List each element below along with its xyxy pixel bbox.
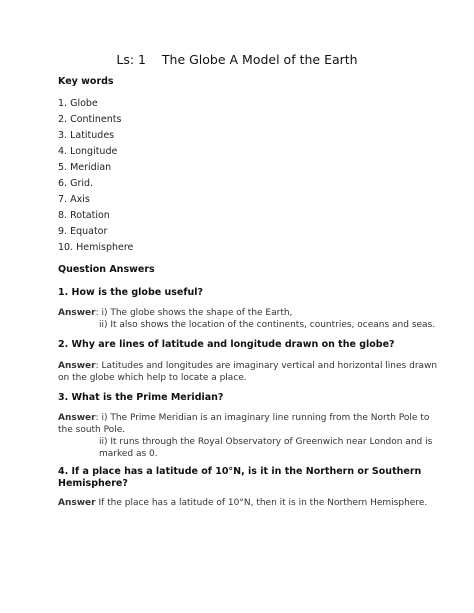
answer-2-line-1 [58, 360, 437, 372]
question-3: 3. What is the Prime Meridian? [58, 392, 224, 403]
question-2: 2. Why are lines of latitude and longitude drawn on the globe? [58, 339, 395, 350]
keyword-item: 7. Axis [58, 194, 90, 205]
keyword-item: 5. Meridian [58, 162, 112, 173]
keyword-item: 4. Longitude [58, 146, 118, 157]
answer-1-line-1 [58, 307, 292, 319]
keyword-item: 1. Globe [58, 98, 98, 109]
answer-label: Answer [58, 498, 96, 508]
answer-text: : Latitudes and longitudes are imaginary vertical and horizontal lines drawn [95, 361, 438, 371]
answer-3-line-4: marked as 0. [99, 449, 158, 459]
keywords-heading: Key words [58, 76, 114, 87]
keyword-item: 10. Hemisphere [58, 242, 134, 253]
answer-label: Answer [58, 308, 96, 318]
page-title: Ls: 1 The Globe A Model of the Earth [116, 52, 358, 67]
answer-3-line-1 [58, 412, 429, 424]
keyword-item: 9. Equator [58, 226, 108, 237]
keyword-item: 3. Latitudes [58, 130, 115, 141]
question-1: 1. How is the globe useful? [58, 287, 204, 298]
question-4: 4. If a place has a latitude of 10°N, is it in the Northern or Southern Hemisphere? [58, 466, 422, 489]
keyword-item: 6. Grid. [58, 178, 94, 189]
keyword-item: 2. Continents [58, 114, 122, 125]
answer-text: If the place has a latitude of 10°N, then it is in the Northern Hemisphere. [95, 498, 428, 508]
answer-label: Answer [58, 361, 96, 371]
answer-3-line-3: ii) It runs through the Royal Observatory of Greenwich near London and is [99, 437, 433, 447]
answer-text: : i) The Prime Meridian is an imaginary line running from the North Pole to [95, 413, 430, 423]
answer-2-line-2: on the globe which help to locate a place. [58, 373, 247, 383]
answer-1-line-2: ii) It also shows the location of the continents, countries, oceans and seas. [99, 320, 436, 330]
keyword-item: 8. Rotation [58, 210, 110, 221]
answer-label: Answer [58, 413, 96, 423]
keywords-list [58, 96, 133, 256]
answer-3-line-2: the south Pole. [58, 425, 126, 435]
answer-4-line-1 [58, 497, 427, 509]
qa-heading: Question Answers [58, 264, 155, 275]
answer-text: : i) The globe shows the shape of the Earth, [95, 308, 293, 318]
